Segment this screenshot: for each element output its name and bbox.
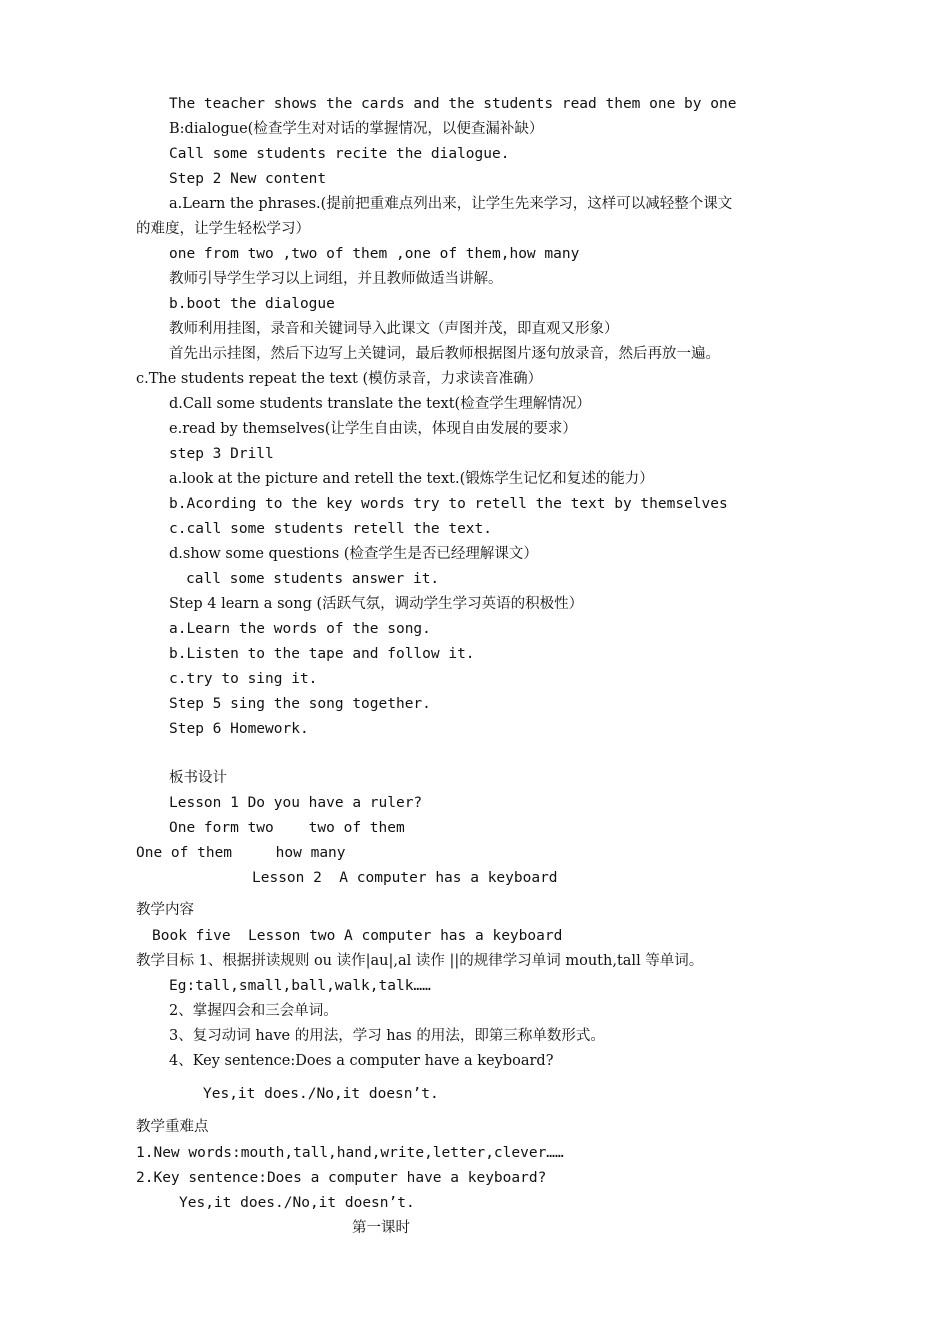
text-line: 的难度，让学生轻松学习）: [136, 221, 310, 237]
text-line: 2.Key sentence:Does a computer have a keyboard?: [136, 1170, 547, 1186]
text-line: 1.New words:mouth,tall,hand,write,letter,clever……: [136, 1145, 564, 1161]
text-line: step 3 Drill: [169, 446, 274, 462]
section-heading: 教学重难点: [136, 1119, 209, 1135]
text-line: Step 6 Homework.: [169, 721, 309, 737]
text-line: call some students answer it.: [186, 571, 440, 587]
text-line: 教学目标 1、根据拼读规则 ou 读作|au|,al 读作 ||的规律学习单词 mouth,tall 等单词。: [136, 953, 704, 969]
text-line: 3、复习动词 have 的用法，学习 has 的用法，即第三称单数形式。: [169, 1028, 605, 1044]
section-heading: 教学内容: [136, 902, 194, 918]
text-line: Call some students recite the dialogue.: [169, 146, 510, 162]
text-line: a.look at the picture and retell the text.(锻炼学生记忆和复述的能力）: [169, 471, 654, 487]
text-line: 4、Key sentence:Does a computer have a keyboard?: [169, 1053, 554, 1069]
text-line: c.call some students retell the text.: [169, 521, 493, 537]
text-line: Eg:tall,small,ball,walk,talk……: [169, 978, 431, 994]
text-line: Lesson 1 Do you have a ruler?: [169, 795, 423, 811]
text-line: one from two ,two of them ,one of them,how many: [169, 246, 580, 262]
text-line: e.read by themselves(让学生自由读，体现自由发展的要求）: [169, 421, 577, 437]
text-line: Step 2 New content: [169, 171, 327, 187]
text-line: d.show some questions (检查学生是否已经理解课文）: [169, 546, 538, 562]
text-line: d.Call some students translate the text(检查学生理解情况）: [169, 396, 591, 412]
text-line: Yes,it does./No,it doesn’t.: [179, 1195, 415, 1211]
text-line: Book five Lesson two A computer has a keyboard: [152, 928, 563, 944]
text-line: Yes,it does./No,it doesn’t.: [203, 1086, 439, 1102]
text-line: 首先出示挂图，然后下边写上关键词，最后教师根据图片逐句放录音，然后再放一遍。: [169, 346, 720, 362]
text-line: Step 5 sing the song together.: [169, 696, 431, 712]
text-line: One form two two of them: [169, 820, 405, 836]
text-line: a.Learn the words of the song.: [169, 621, 431, 637]
text-line: b.Acording to the key words try to retell the text by themselves: [169, 496, 728, 512]
text-line: 教师引导学生学习以上词组，并且教师做适当讲解。: [169, 271, 503, 287]
text-line: b.Listen to the tape and follow it.: [169, 646, 475, 662]
text-line: 教师利用挂图，录音和关键词导入此课文（声图并茂，即直观又形象）: [169, 321, 619, 337]
lesson-title: Lesson 2 A computer has a keyboard: [252, 870, 558, 886]
text-line: The teacher shows the cards and the students read them one by one: [169, 96, 737, 112]
section-heading: 第一课时: [352, 1220, 410, 1236]
section-heading: 板书设计: [169, 770, 227, 786]
text-line: a.Learn the phrases.(提前把重难点列出来，让学生先来学习，这样可以减轻整个课文: [169, 196, 733, 212]
text-line: b.boot the dialogue: [169, 296, 335, 312]
text-line: B:dialogue(检查学生对对话的掌握情况，以便查漏补缺）: [169, 121, 544, 137]
text-line: 2、掌握四会和三会单词。: [169, 1003, 338, 1019]
text-line: Step 4 learn a song (活跃气氛，调动学生学习英语的积极性）: [169, 596, 584, 612]
text-line: c.The students repeat the text (模仿录音，力求读音准确）: [136, 371, 543, 387]
text-line: c.try to sing it.: [169, 671, 318, 687]
text-line: One of them how many: [136, 845, 346, 861]
